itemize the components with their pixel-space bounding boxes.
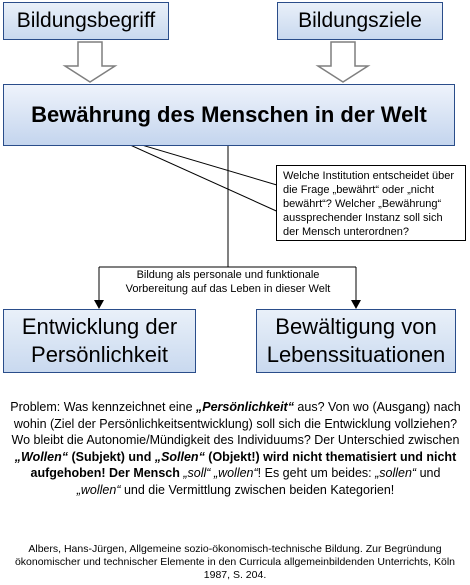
middle-label-line1: Bildung als personale und funktionale	[136, 269, 320, 281]
arrowhead-right	[351, 300, 361, 309]
middle-label	[112, 268, 344, 296]
problem-paragraph	[8, 399, 463, 499]
bildungsziele-label: Bildungsziele	[298, 9, 422, 32]
objekt-text: (Objekt!) wird nicht thematisiert und nicht aufgehoben! Der Mensch	[30, 449, 457, 481]
down-arrow-right	[318, 42, 368, 82]
question-callout	[276, 165, 466, 241]
bildungsbegriff-label: Bildungsbegriff	[16, 9, 156, 32]
bewaeltigung-box	[256, 309, 456, 373]
subjekt-text: (Subjekt) und	[68, 449, 155, 464]
callout-pointer-2	[108, 135, 283, 214]
persoenlichkeit-term: „Persönlichkeit“	[196, 400, 294, 414]
problem-text-6: ! Es geht um beides:	[257, 466, 376, 481]
entwicklung-label: Entwicklung der Persönlichkeit	[21, 314, 178, 367]
bewaeltigung-label: Bewältigung von Lebenssituationen	[266, 314, 446, 367]
down-arrow-left	[65, 42, 115, 82]
soll-term: „soll“	[183, 466, 211, 481]
wollen-term-2: „wollen“	[213, 466, 258, 481]
problem-text-2: aus? Von wo (Ausgang) nach wohin (Ziel der Persönlichkeitsentwicklung) soll sich die Entwicklung vollziehen? Wo bleibt die Autonomie/Mündigkeit des Individuums? Der Unterschied zwischen	[11, 400, 461, 448]
wollen-term-3: „wollen“	[76, 482, 121, 497]
bildungsziele-box	[277, 2, 443, 40]
entwicklung-box	[3, 309, 196, 373]
arrowhead-left	[94, 300, 104, 309]
problem-text-7: und	[416, 466, 441, 481]
source-citation	[10, 543, 460, 582]
wollen-term: „Wollen“	[14, 449, 68, 464]
sollen-term-2: „sollen“	[375, 466, 417, 481]
problem-text-1: Problem: Was kennzeichnet eine	[10, 400, 196, 414]
problem-text-8: und die Vermittlung zwischen beiden Kategorien!	[120, 482, 395, 497]
main-box	[3, 84, 455, 146]
main-label: Bewährung des Menschen in der Welt	[31, 102, 427, 127]
sollen-term: „Sollen“	[154, 449, 205, 464]
bildungsbegriff-box	[3, 2, 169, 40]
callout-text: Welche Institution entscheidet über die Frage „bewährt“ oder „nicht bewährt“? Welcher „Bewährung“ aussprechender Instanz soll sich der Mensch unterordnen?	[283, 170, 455, 238]
source-text: Albers, Hans-Jürgen, Allgemeine sozio-ökonomisch-technische Bildung. Zur Begründung ökonomischer und technischer Elemente in den Curricula allgemeinbildenden Unterrichts, Köln 1987, S. 204.	[14, 543, 456, 581]
middle-label-line2: Vorbereitung auf das Leben in dieser Welt	[125, 283, 331, 295]
